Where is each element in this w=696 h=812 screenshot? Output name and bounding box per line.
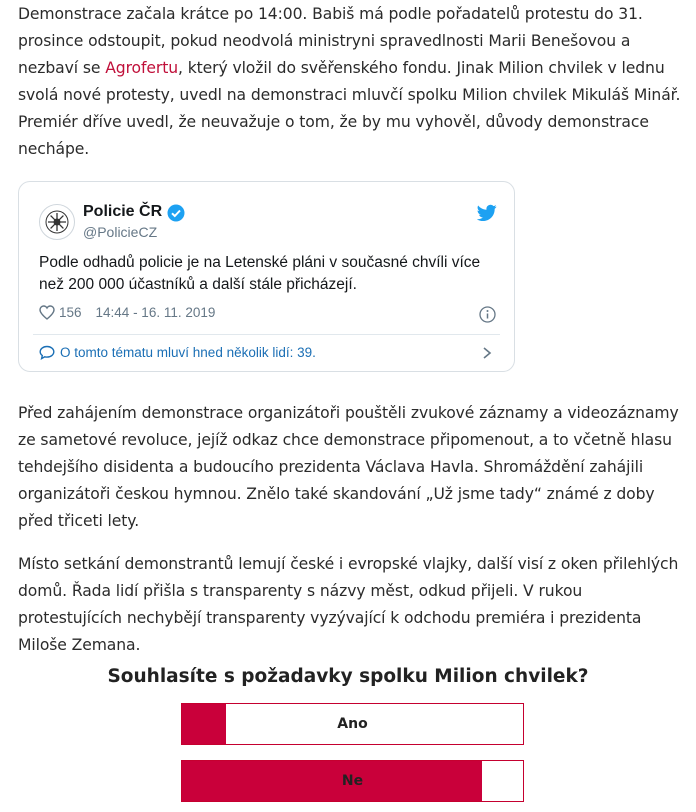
chevron-right-icon[interactable]: [481, 346, 493, 360]
tweet-author-handle[interactable]: @PolicieCZ: [83, 224, 158, 240]
paragraph-text: Demonstrace začala krátce po 14:00. Babiš má podle pořadatelů protestu do 31. prosince odstoupit, pokud neodvolá ministryni spravedlnosti Marii Benešovou a nezbaví se: [18, 5, 643, 77]
heart-icon[interactable]: [39, 305, 55, 320]
poll-option-label: Ano: [337, 716, 368, 732]
tweet-meta: [39, 305, 215, 320]
tweet-text: Podle odhadů policie je na Letenské pláni v současné chvíli více než 200 000 účastníků a další stále přicházejí.: [39, 254, 481, 293]
embedded-tweet[interactable]: [18, 181, 515, 372]
poll-question: Souhlasíte s požadavky spolku Milion chvilek?: [107, 666, 589, 687]
twitter-bird-icon[interactable]: [477, 204, 497, 222]
tweet-author-name[interactable]: Policie ČR: [83, 203, 163, 220]
speech-bubble-icon: [39, 345, 55, 360]
poll-option-ano[interactable]: [181, 703, 524, 745]
poll-option-label: Ne: [341, 773, 364, 789]
article-paragraph: [18, 1, 682, 163]
agrofert-link[interactable]: Agrofertu: [105, 59, 178, 77]
tweet-timestamp[interactable]: 14:44 - 16. 11. 2019: [95, 305, 216, 320]
like-count[interactable]: 156: [59, 305, 82, 320]
verified-badge-icon: [167, 204, 185, 222]
police-logo-icon[interactable]: [39, 204, 75, 240]
tweet-divider: [33, 334, 500, 335]
article-paragraph: Místo setkání demonstrantů lemují české i evropské vlajky, další visí z oken přilehlých domů. Řada lidí přišla s transparenty s názvy měst, odkud přijeli. V rukou protestujících nechybějí transparenty vyzývající k odchodu premiéra i prezidenta Miloše Zemana.: [18, 555, 679, 654]
tweet-conversation-link[interactable]: [39, 345, 316, 360]
info-icon[interactable]: [479, 306, 496, 323]
paragraph-text: , který vložil do svěřenského fondu. Jinak Milion chvilek v lednu svolá nové protesty, uvedl na demonstraci mluvčí spolku Milion chvilek Mikuláš Minář. Premiér dříve uvedl, že neuvažuje o tom, že by mu vyhověl, důvody demonstrace nechápe.: [18, 59, 681, 158]
poll-option-ne[interactable]: [181, 760, 524, 802]
conversation-text[interactable]: O tomto tématu mluví hned několik lidí: 39.: [60, 345, 316, 360]
article-paragraph: Před zahájením demonstrace organizátoři pouštěli zvukové záznamy a videozáznamy ze sametové revoluce, jejíž odkaz chce demonstrace připomenout, a to včetně hlasu tehdejšího disidenta a budoucího prezidenta Václava Havla. Shromáždění zahájili organizátoři českou hymnou. Znělo také skandování „Už jsme tady“ známé z doby před třiceti lety.: [18, 404, 679, 530]
